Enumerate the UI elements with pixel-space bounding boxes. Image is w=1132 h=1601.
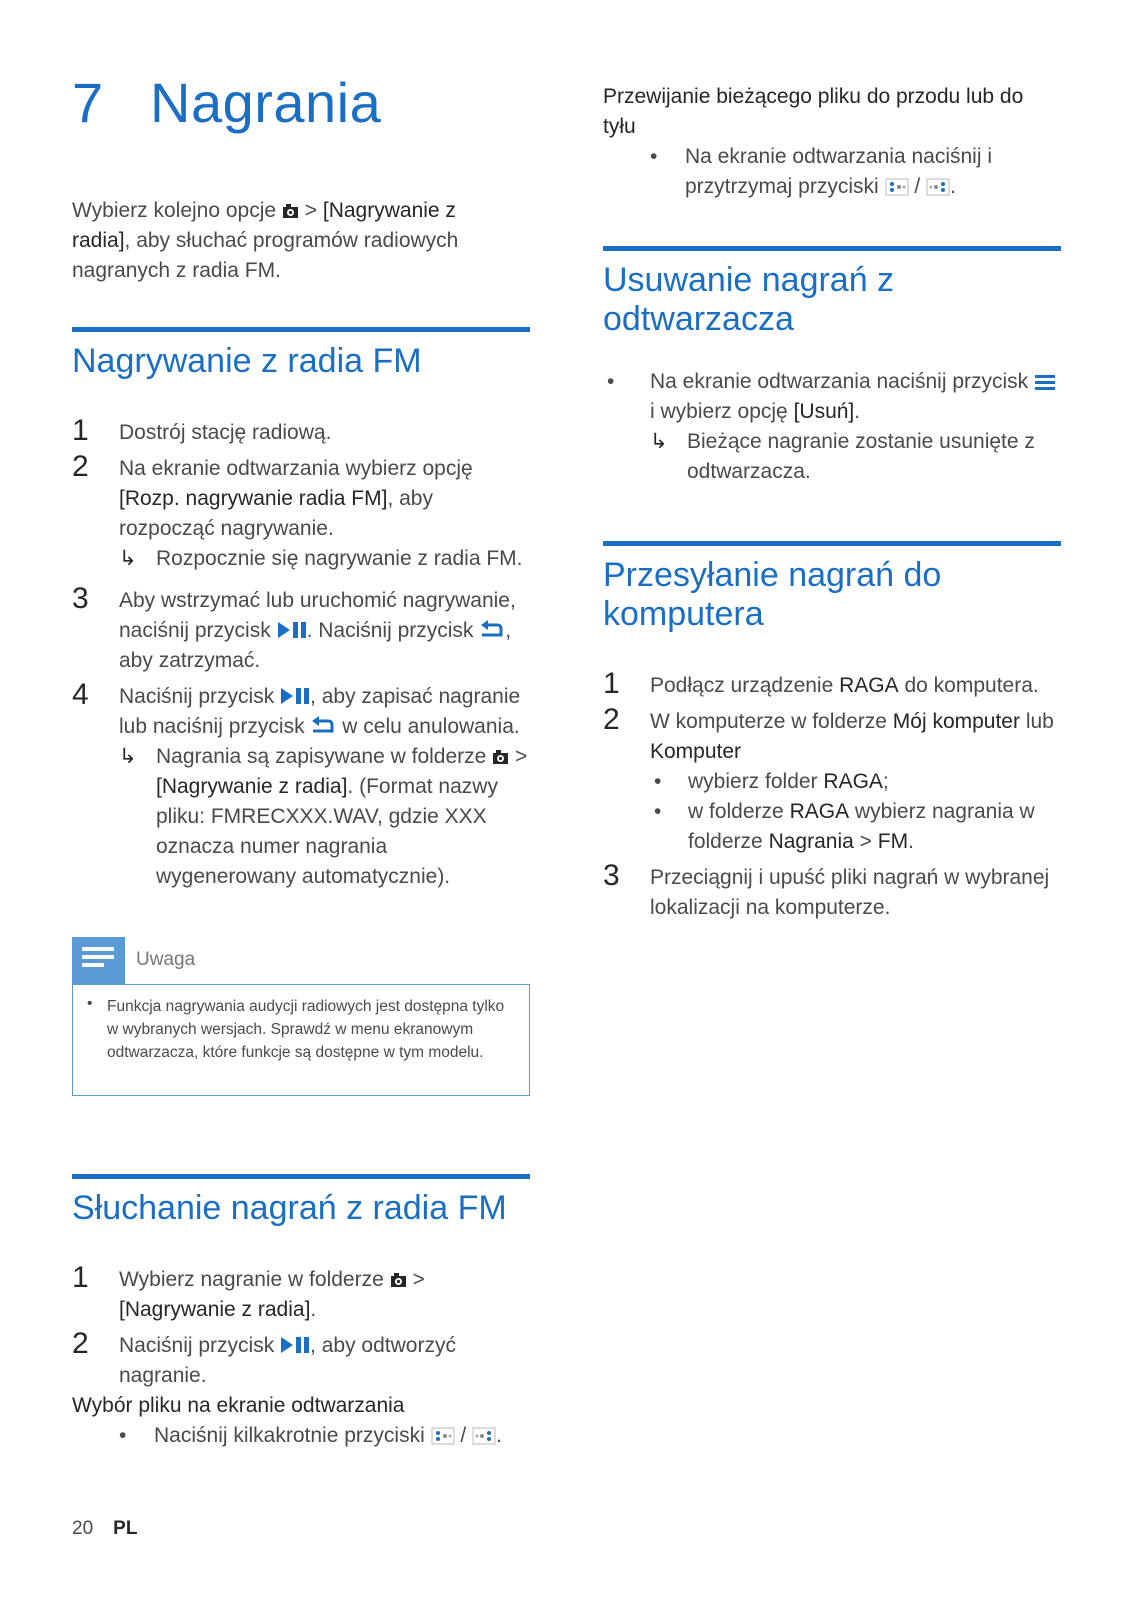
- intro-option: [Nagrywanie z radia]: [72, 199, 456, 252]
- step-text-end: w celu anulowania.: [342, 715, 520, 738]
- section-delete: [603, 246, 1061, 487]
- section-divider: [72, 327, 530, 332]
- section-title: Nagrywanie z radia FM: [72, 342, 422, 380]
- step-text-end: .: [310, 1298, 317, 1321]
- step-result: [119, 544, 530, 574]
- bullet-item: [72, 1421, 530, 1451]
- bullet-bold: Nagrania: [768, 830, 854, 853]
- step-text: Aby wstrzymać lub uruchomić nagrywanie, naciśnij przycisk: [119, 589, 516, 642]
- section-title: Usuwanie nagrań z odtwarzacza: [603, 261, 895, 338]
- step-bold: Mój komputer: [892, 710, 1020, 733]
- note-box: [72, 984, 530, 1096]
- section-divider: [603, 541, 1061, 546]
- section-rewind: [603, 82, 1061, 202]
- step-number: 4: [72, 678, 89, 711]
- steps-list: [72, 414, 530, 892]
- recordings-folder-icon: [282, 203, 299, 220]
- step-text: Naciśnij przycisk: [119, 685, 275, 708]
- section-title: Słuchanie nagrań z radia FM: [72, 1189, 507, 1227]
- step-2: [603, 703, 1061, 857]
- step-result: [119, 742, 530, 892]
- step-text-end: , aby zatrzymać.: [119, 619, 512, 672]
- step-text: Wybierz nagranie w folderze: [119, 1268, 384, 1291]
- step-1: [603, 667, 1061, 701]
- bullet-icon: •: [607, 370, 615, 393]
- back-icon: [479, 620, 505, 640]
- bullet-text: w folderze: [688, 800, 784, 823]
- bullet-text-mid: wybierz nagrania w folderze: [688, 800, 1035, 853]
- chapter-title-text: Nagrania: [150, 71, 382, 134]
- step-2: [72, 450, 530, 574]
- bullet-text-end: .: [908, 830, 914, 853]
- result-arrow-icon: ↳: [119, 547, 137, 570]
- bullet-sep: /: [460, 1424, 467, 1447]
- play-pause-icon: [277, 621, 307, 639]
- section-divider: [72, 1174, 530, 1179]
- bullet-text: Naciśnij kilkakrotnie przyciski: [154, 1424, 425, 1447]
- section-title: Przesyłanie nagrań do komputera: [603, 556, 942, 633]
- note-text: Funkcja nagrywania audycji radiowych jest dostępna tylko w wybranych wersjach. Sprawdź w menu ekranowym odtwarzacza, które funkcje są dostępne w tym modelu.: [107, 998, 505, 1061]
- language-code: PL: [113, 1518, 138, 1539]
- next-icon: [472, 1427, 496, 1445]
- bullet-option: [Usuń]: [793, 400, 855, 423]
- back-icon: [310, 716, 336, 736]
- bullet-item: [603, 367, 1061, 487]
- bullet-bold: RAGA: [823, 770, 883, 793]
- step-bold: RAGA: [839, 674, 899, 697]
- section-transfer: [603, 541, 1061, 923]
- step-number: 2: [72, 1327, 89, 1360]
- step-1: [72, 1261, 530, 1325]
- bullet-icon: •: [650, 145, 658, 168]
- step-text-mid: lub: [1025, 710, 1054, 733]
- note-header: [72, 937, 530, 984]
- step-1: [72, 414, 530, 448]
- chapter-number: 7: [72, 71, 104, 134]
- page-footer: [72, 1518, 137, 1540]
- step-text-end: do komputera.: [904, 674, 1039, 697]
- sub-bullet: [650, 797, 1061, 857]
- intro-sep: >: [304, 199, 318, 222]
- step-text-end: , aby odtworzyć nagranie.: [119, 1334, 456, 1387]
- step-text: Dostrój stację radiową.: [119, 421, 332, 444]
- intro-text: Wybierz kolejno opcje: [72, 199, 277, 222]
- previous-icon: [885, 178, 909, 196]
- step-number: 2: [603, 703, 620, 736]
- bullet-text-end: .: [854, 400, 861, 423]
- intro-paragraph: [72, 196, 512, 286]
- section-divider: [603, 246, 1061, 251]
- step-text: W komputerze w folderze: [650, 710, 887, 733]
- recordings-folder-icon: [492, 749, 509, 766]
- recordings-folder-icon: [390, 1272, 407, 1289]
- result-arrow-icon: ↳: [650, 430, 668, 453]
- bullet-text-mid: i wybierz opcję: [650, 400, 788, 423]
- result-text: Nagrania są zapisywane w folderze: [156, 745, 487, 768]
- step-text: Podłącz urządzenie: [650, 674, 834, 697]
- steps-list: [72, 1261, 530, 1451]
- section-recording: [72, 327, 530, 892]
- step-number: 1: [603, 667, 620, 700]
- step-text-mid: . Naciśnij przycisk: [306, 619, 474, 642]
- step-number: 2: [72, 450, 89, 483]
- bullet-icon: •: [654, 800, 662, 823]
- step-4: [72, 678, 530, 892]
- bullet-icon: •: [87, 995, 93, 1012]
- play-pause-icon: [280, 1336, 310, 1354]
- step-text: Na ekranie odtwarzania wybierz opcję: [119, 457, 473, 480]
- subheading: Przewijanie bieżącego pliku do przodu lub do tyłu: [603, 85, 1024, 138]
- bullet-icon: •: [654, 770, 662, 793]
- subheading: Wybór pliku na ekranie odtwarzania: [72, 1394, 405, 1417]
- bullet-item: [603, 142, 1061, 202]
- previous-icon: [431, 1427, 455, 1445]
- result-option: [Nagrywanie z radia]: [156, 775, 348, 798]
- bullet-bold: FM: [877, 830, 909, 853]
- step-text-end: , aby rozpocząć nagrywanie.: [119, 487, 433, 540]
- step-option: [Nagrywanie z radia]: [119, 1298, 311, 1321]
- bullet-text: wybierz folder: [688, 770, 818, 793]
- step-number: 1: [72, 414, 89, 447]
- step-number: 1: [72, 1261, 89, 1294]
- bullet-bold: RAGA: [789, 800, 850, 823]
- step-bold: Komputer: [650, 740, 742, 763]
- sub-bullet: [650, 767, 1061, 797]
- result-text: Bieżące nagranie zostanie usunięte z odtwarzacza.: [687, 430, 1035, 483]
- step-text: Naciśnij przycisk: [119, 1334, 275, 1357]
- result-arrow-icon: ↳: [119, 745, 137, 768]
- bullet-text-end: ;: [882, 770, 889, 793]
- result-text: Rozpocznie się nagrywanie z radia FM.: [156, 547, 523, 570]
- step-number: 3: [603, 859, 620, 892]
- bullet-text: Na ekranie odtwarzania naciśnij przycisk: [650, 370, 1029, 393]
- step-number: 3: [72, 582, 89, 615]
- step-text-mid: , aby zapisać nagranie lub naciśnij przycisk: [119, 685, 521, 738]
- page-number: 20: [72, 1518, 94, 1539]
- bullet-text: Na ekranie odtwarzania naciśnij i przytrzymaj przyciski: [685, 145, 992, 198]
- note-icon: [72, 937, 125, 984]
- bullet-icon: •: [119, 1424, 127, 1447]
- step-3: [603, 859, 1061, 923]
- step-text: Przeciągnij i upuść pliki nagrań w wybranej lokalizacji na komputerze.: [650, 866, 1050, 919]
- bullet-text-end: .: [496, 1424, 502, 1447]
- next-icon: [926, 178, 950, 196]
- bullet-text-end: .: [950, 175, 956, 198]
- bullet-result: [650, 427, 1061, 487]
- step-option: [Rozp. nagrywanie radia FM]: [119, 487, 388, 510]
- chapter-title: [72, 70, 381, 135]
- step-sep: >: [412, 1268, 425, 1291]
- note-title: Uwaga: [136, 949, 196, 970]
- bullet-list: [603, 367, 1061, 487]
- steps-list: [603, 667, 1061, 923]
- result-text-end: . (Format nazwy pliku: FMRECXXX.WAV, gdzie XXX oznacza numer nagrania wygenerowany automatycznie).: [156, 775, 498, 888]
- bullet-sep: /: [914, 175, 921, 198]
- intro-text-end: , aby słuchać programów radiowych nagranych z radia FM.: [72, 229, 459, 282]
- section-listening: [72, 1174, 530, 1451]
- result-sep: >: [515, 745, 528, 768]
- step-3: [72, 582, 530, 676]
- play-pause-icon: [280, 687, 310, 705]
- step-2: [72, 1327, 530, 1391]
- bullet-sep: >: [859, 830, 872, 853]
- menu-icon: [1034, 373, 1056, 391]
